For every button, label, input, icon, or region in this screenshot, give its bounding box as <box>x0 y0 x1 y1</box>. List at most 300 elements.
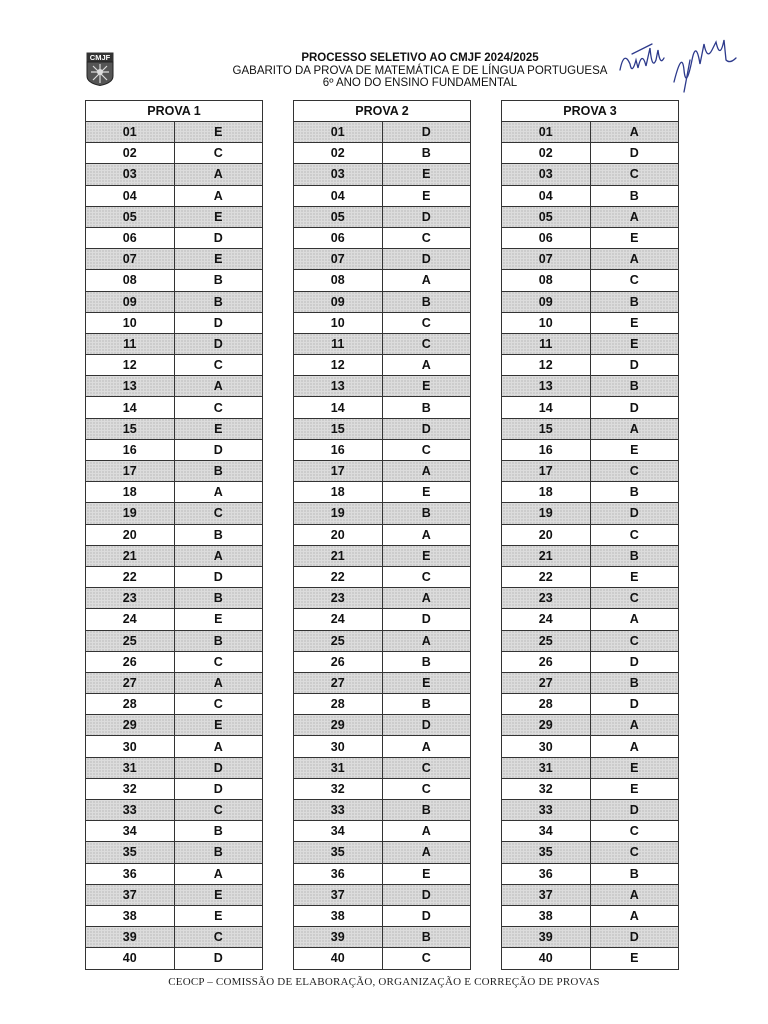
question-number: 19 <box>502 503 591 524</box>
question-number: 38 <box>294 905 383 926</box>
answer-letter: D <box>382 905 471 926</box>
question-number: 22 <box>86 566 175 587</box>
question-number: 23 <box>502 588 591 609</box>
question-number: 40 <box>294 948 383 969</box>
question-number: 22 <box>294 566 383 587</box>
table-row <box>86 333 263 354</box>
table-row <box>502 694 679 715</box>
answer-table-prova-2 <box>293 100 471 970</box>
table-row <box>86 800 263 821</box>
table-row <box>294 270 471 291</box>
answer-letter: E <box>174 249 263 270</box>
table-row <box>86 927 263 948</box>
table-row <box>86 905 263 926</box>
question-number: 26 <box>294 651 383 672</box>
question-number: 03 <box>502 164 591 185</box>
question-number: 18 <box>502 482 591 503</box>
question-number: 38 <box>502 905 591 926</box>
answer-letter: E <box>174 884 263 905</box>
answer-letter: A <box>382 736 471 757</box>
table-row <box>86 778 263 799</box>
question-number: 12 <box>294 355 383 376</box>
question-number: 21 <box>294 545 383 566</box>
table-row <box>294 164 471 185</box>
table-row <box>294 672 471 693</box>
handwritten-signature <box>612 20 742 100</box>
question-number: 37 <box>502 884 591 905</box>
table-row <box>502 588 679 609</box>
table-row <box>502 630 679 651</box>
answer-letter: B <box>382 927 471 948</box>
answer-letter: C <box>382 948 471 969</box>
question-number: 07 <box>294 249 383 270</box>
answer-letter: B <box>590 376 679 397</box>
answer-letter: E <box>590 333 679 354</box>
question-number: 11 <box>86 333 175 354</box>
answer-letter: E <box>590 227 679 248</box>
question-number: 35 <box>294 842 383 863</box>
question-number: 14 <box>294 397 383 418</box>
answer-letter: B <box>174 630 263 651</box>
question-number: 31 <box>294 757 383 778</box>
table-row <box>502 715 679 736</box>
question-number: 16 <box>502 439 591 460</box>
table-row <box>502 206 679 227</box>
table-row <box>502 122 679 143</box>
question-number: 08 <box>502 270 591 291</box>
table-row <box>502 461 679 482</box>
answer-letter: D <box>590 503 679 524</box>
question-number: 37 <box>294 884 383 905</box>
table-row <box>294 185 471 206</box>
answer-letter: B <box>590 291 679 312</box>
answer-letter: C <box>382 566 471 587</box>
table-row <box>502 757 679 778</box>
table-row <box>294 842 471 863</box>
table-row <box>502 355 679 376</box>
answer-letter: C <box>590 461 679 482</box>
document-footer: CEOCP – COMISSÃO DE ELABORAÇÃO, ORGANIZAÇÃO E CORREÇÃO DE PROVAS <box>168 976 600 988</box>
table-row <box>502 905 679 926</box>
question-number: 07 <box>502 249 591 270</box>
answer-letter: B <box>590 545 679 566</box>
question-number: 39 <box>294 927 383 948</box>
question-number: 36 <box>294 863 383 884</box>
table-row <box>502 545 679 566</box>
answer-letter: D <box>174 566 263 587</box>
answer-letter: D <box>174 333 263 354</box>
table-row <box>502 821 679 842</box>
answer-letter: C <box>590 164 679 185</box>
answer-letter: B <box>382 291 471 312</box>
answer-letter: C <box>590 821 679 842</box>
question-number: 28 <box>502 694 591 715</box>
answer-letter: E <box>174 905 263 926</box>
table-row <box>294 863 471 884</box>
question-number: 28 <box>86 694 175 715</box>
question-number: 32 <box>294 778 383 799</box>
answer-letter: B <box>174 291 263 312</box>
table-row <box>294 397 471 418</box>
answer-letter: C <box>382 312 471 333</box>
answer-letter: A <box>382 630 471 651</box>
question-number: 25 <box>502 630 591 651</box>
table-row <box>502 397 679 418</box>
question-number: 37 <box>86 884 175 905</box>
answer-letter: D <box>174 778 263 799</box>
table-row <box>86 884 263 905</box>
question-number: 02 <box>86 143 175 164</box>
question-number: 08 <box>294 270 383 291</box>
question-number: 03 <box>294 164 383 185</box>
answer-letter: C <box>382 778 471 799</box>
question-number: 19 <box>294 503 383 524</box>
answer-letter: E <box>382 164 471 185</box>
table-row <box>86 249 263 270</box>
answer-letter: E <box>174 206 263 227</box>
answer-letter: E <box>382 672 471 693</box>
question-number: 29 <box>294 715 383 736</box>
question-number: 10 <box>294 312 383 333</box>
table-title: PROVA 3 <box>502 101 679 122</box>
table-row <box>294 376 471 397</box>
answer-letter: B <box>382 397 471 418</box>
table-row <box>86 566 263 587</box>
table-row <box>86 227 263 248</box>
table-row <box>502 143 679 164</box>
question-number: 24 <box>86 609 175 630</box>
table-row <box>294 736 471 757</box>
question-number: 17 <box>502 461 591 482</box>
table-row <box>502 609 679 630</box>
table-row <box>502 736 679 757</box>
question-number: 06 <box>294 227 383 248</box>
answer-letter: E <box>590 439 679 460</box>
answer-letter: A <box>382 270 471 291</box>
question-number: 14 <box>86 397 175 418</box>
question-number: 29 <box>86 715 175 736</box>
answer-letter: A <box>590 609 679 630</box>
question-number: 18 <box>86 482 175 503</box>
table-row <box>502 439 679 460</box>
answer-letter: B <box>382 800 471 821</box>
table-row <box>502 651 679 672</box>
answer-letter: E <box>590 757 679 778</box>
question-number: 17 <box>294 461 383 482</box>
answer-letter: C <box>590 588 679 609</box>
question-number: 13 <box>294 376 383 397</box>
answer-letter: A <box>174 376 263 397</box>
question-number: 11 <box>294 333 383 354</box>
answer-table-prova-1 <box>85 100 263 970</box>
table-row <box>294 545 471 566</box>
question-number: 35 <box>502 842 591 863</box>
question-number: 31 <box>502 757 591 778</box>
question-number: 24 <box>502 609 591 630</box>
question-number: 36 <box>502 863 591 884</box>
table-row <box>294 439 471 460</box>
answer-letter: C <box>590 270 679 291</box>
table-row <box>502 227 679 248</box>
question-number: 09 <box>86 291 175 312</box>
question-number: 27 <box>86 672 175 693</box>
table-row <box>294 482 471 503</box>
question-number: 27 <box>502 672 591 693</box>
answer-letter: A <box>382 524 471 545</box>
question-number: 15 <box>86 418 175 439</box>
question-number: 01 <box>502 122 591 143</box>
answer-letter: B <box>174 461 263 482</box>
question-number: 20 <box>502 524 591 545</box>
table-row <box>502 185 679 206</box>
question-number: 02 <box>294 143 383 164</box>
answer-letter: B <box>590 185 679 206</box>
question-number: 18 <box>294 482 383 503</box>
table-row <box>294 503 471 524</box>
answer-letter: B <box>382 651 471 672</box>
answer-letter: B <box>382 503 471 524</box>
answer-letter: C <box>174 503 263 524</box>
table-row <box>294 312 471 333</box>
answer-letter: E <box>174 122 263 143</box>
question-number: 26 <box>86 651 175 672</box>
table-row <box>86 694 263 715</box>
question-number: 19 <box>86 503 175 524</box>
answer-letter: C <box>174 800 263 821</box>
question-number: 12 <box>502 355 591 376</box>
table-row <box>502 312 679 333</box>
question-number: 15 <box>502 418 591 439</box>
table-row <box>294 927 471 948</box>
table-row <box>86 863 263 884</box>
table-row <box>86 143 263 164</box>
answer-letter: D <box>382 418 471 439</box>
question-number: 35 <box>86 842 175 863</box>
answer-letter: D <box>590 800 679 821</box>
table-row <box>502 863 679 884</box>
table-row <box>86 821 263 842</box>
answer-letter: A <box>590 418 679 439</box>
answer-letter: D <box>174 439 263 460</box>
question-number: 30 <box>86 736 175 757</box>
answer-letter: D <box>174 948 263 969</box>
question-number: 04 <box>294 185 383 206</box>
cmjf-logo <box>86 52 114 86</box>
answer-letter: A <box>174 672 263 693</box>
table-row <box>294 905 471 926</box>
question-number: 40 <box>502 948 591 969</box>
answer-letter: A <box>382 461 471 482</box>
table-row <box>86 948 263 969</box>
table-row <box>502 291 679 312</box>
answer-letter: C <box>382 757 471 778</box>
answer-letter: D <box>590 397 679 418</box>
table-row <box>86 609 263 630</box>
table-row <box>502 376 679 397</box>
table-row <box>502 503 679 524</box>
answer-letter: E <box>382 545 471 566</box>
answer-letter: C <box>382 333 471 354</box>
answer-letter: B <box>382 143 471 164</box>
table-row <box>86 270 263 291</box>
answer-letter: C <box>174 927 263 948</box>
table-row <box>86 312 263 333</box>
question-number: 08 <box>86 270 175 291</box>
table-row <box>502 672 679 693</box>
table-row <box>86 757 263 778</box>
table-row <box>502 249 679 270</box>
question-number: 25 <box>294 630 383 651</box>
table-row <box>502 524 679 545</box>
question-number: 21 <box>502 545 591 566</box>
question-number: 30 <box>502 736 591 757</box>
table-row <box>294 206 471 227</box>
question-number: 33 <box>294 800 383 821</box>
question-number: 25 <box>86 630 175 651</box>
table-row <box>86 482 263 503</box>
question-number: 20 <box>86 524 175 545</box>
question-number: 05 <box>86 206 175 227</box>
question-number: 39 <box>502 927 591 948</box>
answer-letter: C <box>590 630 679 651</box>
answer-letter: B <box>174 588 263 609</box>
answer-letter: A <box>382 821 471 842</box>
question-number: 09 <box>294 291 383 312</box>
question-number: 40 <box>86 948 175 969</box>
question-number: 34 <box>294 821 383 842</box>
question-number: 27 <box>294 672 383 693</box>
question-number: 33 <box>502 800 591 821</box>
question-number: 34 <box>86 821 175 842</box>
table-row <box>502 948 679 969</box>
header-grade: 6º ANO DO ENSINO FUNDAMENTAL <box>322 77 518 89</box>
question-number: 10 <box>502 312 591 333</box>
answer-letter: A <box>590 122 679 143</box>
table-title: PROVA 2 <box>294 101 471 122</box>
table-row <box>294 461 471 482</box>
table-row <box>294 355 471 376</box>
header-title: PROCESSO SELETIVO AO CMJF 2024/2025 <box>301 52 539 64</box>
table-row <box>86 397 263 418</box>
table-row <box>86 630 263 651</box>
table-row <box>502 566 679 587</box>
table-row <box>294 715 471 736</box>
table-row <box>294 524 471 545</box>
table-row <box>294 778 471 799</box>
answer-letter: C <box>382 227 471 248</box>
question-number: 14 <box>502 397 591 418</box>
table-row <box>86 376 263 397</box>
answer-letter: A <box>174 545 263 566</box>
answer-letter: A <box>590 715 679 736</box>
table-row <box>86 503 263 524</box>
question-number: 06 <box>502 227 591 248</box>
table-row <box>294 800 471 821</box>
answer-letter: B <box>382 694 471 715</box>
question-number: 10 <box>86 312 175 333</box>
question-number: 06 <box>86 227 175 248</box>
table-row <box>86 736 263 757</box>
answer-letter: A <box>382 588 471 609</box>
table-row <box>502 270 679 291</box>
question-number: 12 <box>86 355 175 376</box>
header-subtitle: GABARITO DA PROVA DE MATEMÁTICA E DE LÍNGUA PORTUGUESA <box>232 64 608 77</box>
answer-letter: A <box>174 736 263 757</box>
answer-letter: D <box>382 715 471 736</box>
table-row <box>502 800 679 821</box>
question-number: 22 <box>502 566 591 587</box>
answer-letter: D <box>382 122 471 143</box>
table-row <box>86 439 263 460</box>
table-row <box>294 884 471 905</box>
table-row <box>502 842 679 863</box>
table-row <box>502 884 679 905</box>
answer-letter: E <box>174 609 263 630</box>
question-number: 34 <box>502 821 591 842</box>
answer-letter: C <box>174 651 263 672</box>
answer-letter: B <box>174 270 263 291</box>
question-number: 16 <box>86 439 175 460</box>
answer-letter: B <box>174 842 263 863</box>
question-number: 13 <box>502 376 591 397</box>
table-row <box>86 524 263 545</box>
table-row <box>294 630 471 651</box>
question-number: 01 <box>86 122 175 143</box>
answer-letter: C <box>174 355 263 376</box>
question-number: 07 <box>86 249 175 270</box>
question-number: 01 <box>294 122 383 143</box>
answer-letter: E <box>382 376 471 397</box>
answer-letter: D <box>590 694 679 715</box>
table-row <box>294 651 471 672</box>
answer-letter: C <box>382 439 471 460</box>
answer-letter: D <box>590 927 679 948</box>
question-number: 31 <box>86 757 175 778</box>
answer-letter: A <box>174 863 263 884</box>
question-number: 05 <box>294 206 383 227</box>
answer-letter: A <box>590 736 679 757</box>
table-row <box>294 418 471 439</box>
answer-letter: A <box>590 249 679 270</box>
question-number: 23 <box>86 588 175 609</box>
table-row <box>86 842 263 863</box>
answer-letter: D <box>382 609 471 630</box>
table-row <box>502 927 679 948</box>
table-row <box>294 143 471 164</box>
table-row <box>294 757 471 778</box>
table-row <box>86 122 263 143</box>
table-row <box>86 715 263 736</box>
answer-letter: D <box>174 312 263 333</box>
table-row <box>502 482 679 503</box>
answer-letter: A <box>590 905 679 926</box>
table-title: PROVA 1 <box>86 101 263 122</box>
answer-letter: E <box>590 566 679 587</box>
table-row <box>86 291 263 312</box>
answer-letter: A <box>590 884 679 905</box>
question-number: 11 <box>502 333 591 354</box>
table-row <box>86 206 263 227</box>
answer-letter: B <box>590 863 679 884</box>
table-row <box>294 948 471 969</box>
table-row <box>294 609 471 630</box>
answer-letter: A <box>382 355 471 376</box>
answer-letter: E <box>590 778 679 799</box>
answer-letter: A <box>590 206 679 227</box>
question-number: 02 <box>502 143 591 164</box>
answer-letter: A <box>174 185 263 206</box>
table-row <box>294 291 471 312</box>
